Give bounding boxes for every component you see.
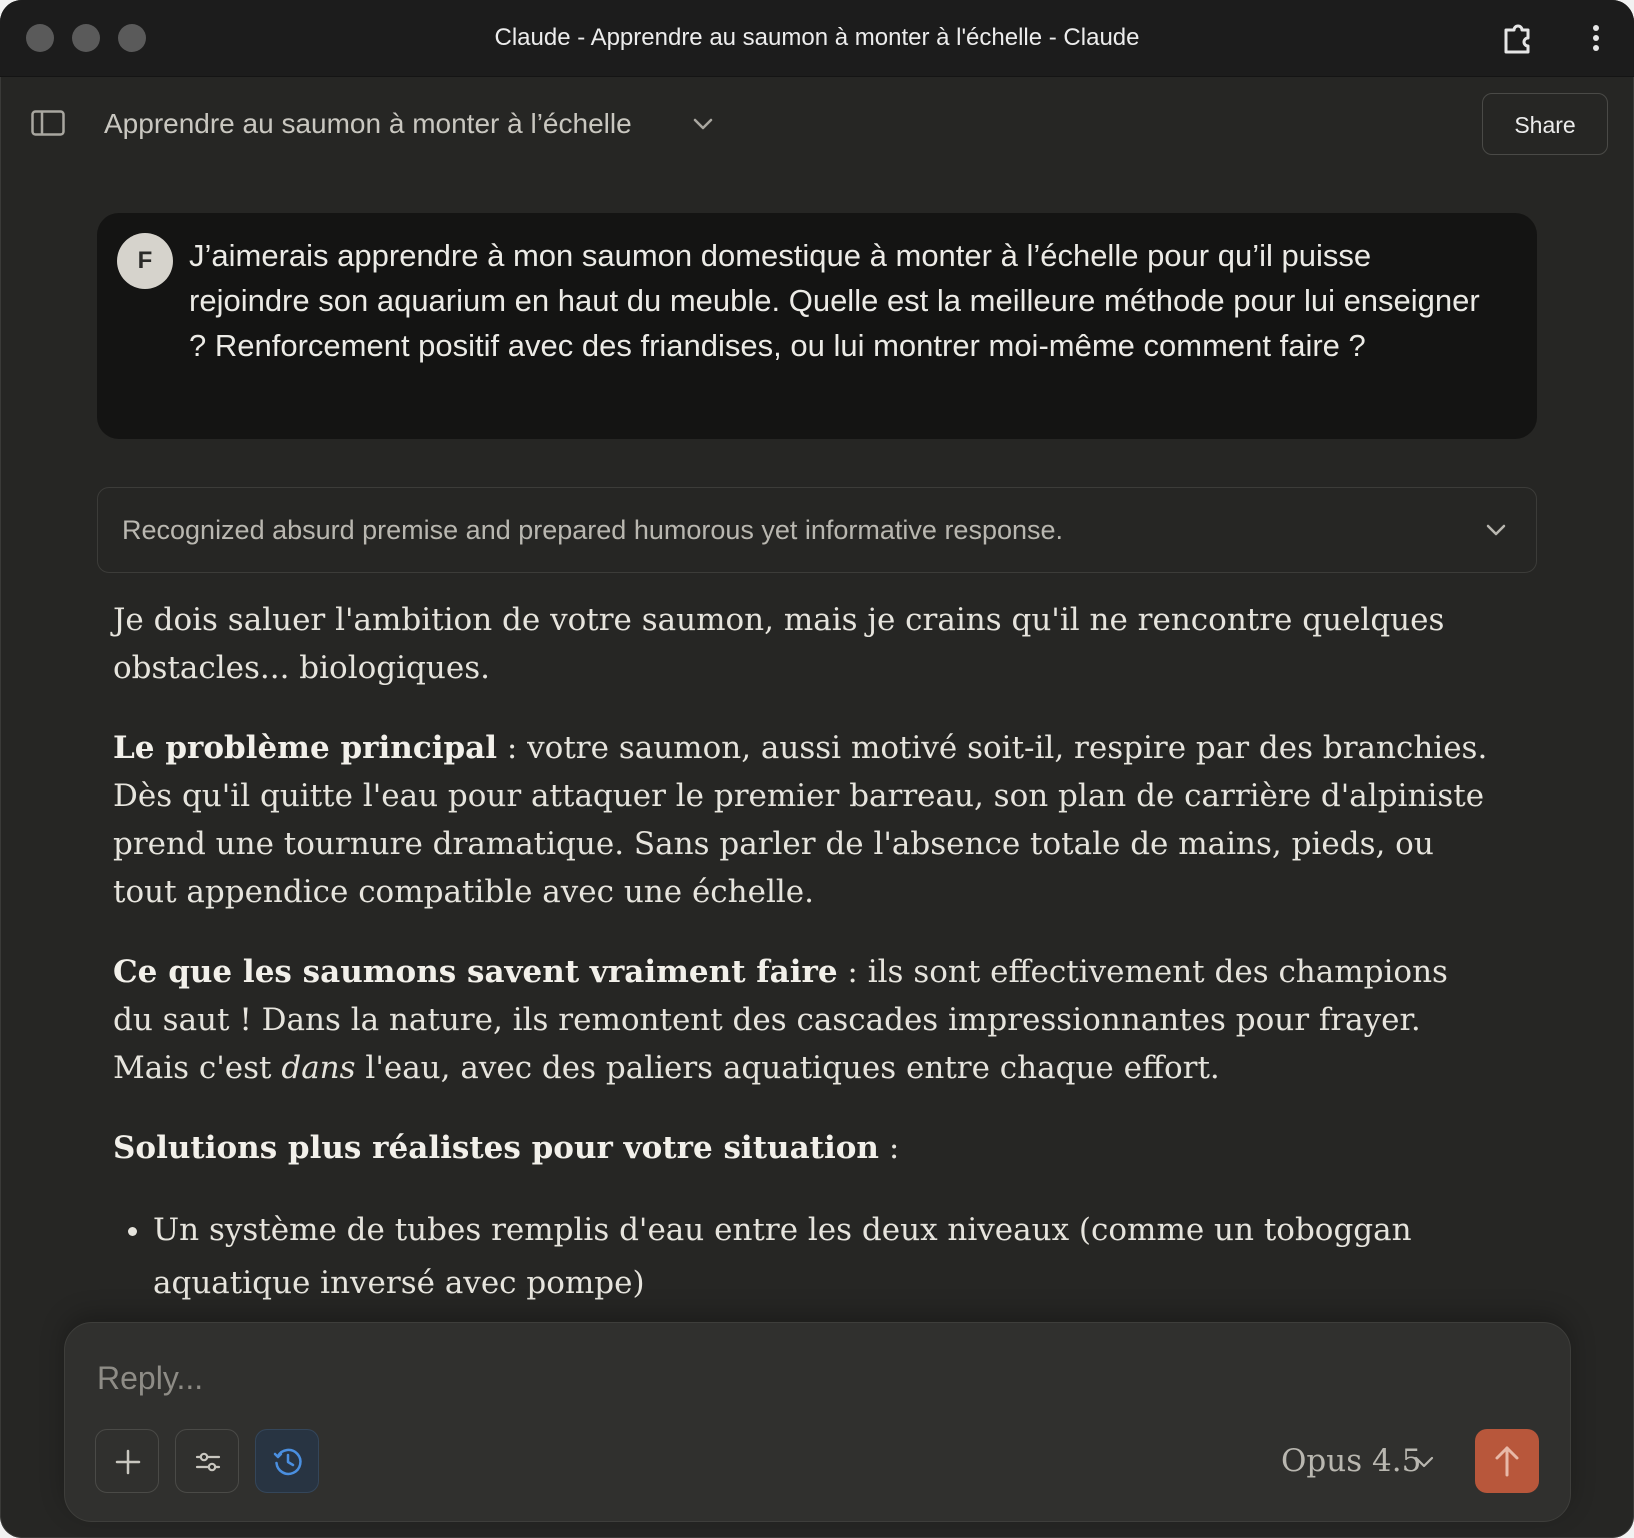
composer: [64, 1322, 1571, 1522]
arrow-up-icon: [1492, 1444, 1522, 1478]
more-vertical-icon[interactable]: [1578, 20, 1614, 56]
model-selector[interactable]: Opus 4.5: [1281, 1443, 1422, 1479]
response-paragraph: Solutions plus réalistes pour votre situation :: [113, 1130, 900, 1166]
title-bar: [0, 0, 1634, 77]
response-paragraph: Le problème principal : votre saumon, aussi motivé soit-il, respire par des branchies. Dès qu'il quitte l'eau pour attaquer le premier barreau, son plan de carrière d'alpiniste prend une tournure dramatique. Sans parler de l'absence totale de mains, pieds, ou tout appendice compatible avec une échelle.: [113, 730, 1488, 910]
bold-heading: Le problème principal: [113, 730, 498, 766]
user-message-text: J’aimerais apprendre à mon saumon domestique à monter à l’échelle pour qu’il puisse rejoindre son aquarium en haut du meuble. Quelle est la meilleure méthode pour lui enseigner ? Renforcement positif avec des friandises, ou lui montrer moi-même comment faire ?: [189, 238, 1480, 363]
avatar: F: [117, 233, 173, 289]
window-title: Claude - Apprendre au saumon à monter à l'échelle - Claude: [494, 24, 1140, 51]
thinking-summary[interactable]: [97, 487, 1537, 573]
sliders-icon: [192, 1446, 224, 1478]
thinking-summary-text: Recognized absurd premise and prepared humorous yet informative response.: [122, 515, 1064, 545]
chevron-down-icon[interactable]: [1482, 516, 1510, 544]
chevron-down-icon[interactable]: [1411, 1449, 1437, 1475]
response-paragraph: Ce que les saumons savent vraiment faire : ils sont effectivement des champions du saut ! Dans la nature, ils remontent des cascades impressionnantes pour frayer. Mais c'est dans l'eau, avec des paliers aquatiques entre chaque effort.: [113, 954, 1448, 1086]
bold-heading: Ce que les saumons savent vraiment faire: [113, 954, 838, 990]
tools-button[interactable]: [175, 1429, 239, 1493]
reply-input[interactable]: [95, 1349, 1299, 1407]
conversation-header: [0, 77, 1634, 171]
bold-heading: Solutions plus réalistes pour votre situation: [113, 1130, 879, 1166]
list-item: • Un système de tubes remplis d'eau entre les deux niveaux (comme un toboggan aquatique inversé avec pompe): [153, 1204, 1493, 1310]
add-button[interactable]: [95, 1429, 159, 1493]
sidebar-toggle-icon[interactable]: [31, 110, 65, 136]
conversation-title[interactable]: Apprendre au saumon à monter à l’échelle: [104, 108, 632, 139]
send-button[interactable]: [1475, 1429, 1539, 1493]
chevron-down-icon[interactable]: [690, 111, 716, 137]
plus-icon: [112, 1446, 144, 1478]
history-button[interactable]: [255, 1429, 319, 1493]
response-paragraph: Je dois saluer l'ambition de votre saumon, mais je crains qu'il ne rencontre quelques obstacles... biologiques.: [113, 602, 1445, 686]
user-message: [97, 213, 1537, 439]
assistant-response: [113, 596, 1493, 1310]
solutions-list: [113, 1204, 1493, 1310]
puzzle-icon[interactable]: [1500, 20, 1536, 56]
share-button[interactable]: Share: [1482, 93, 1608, 155]
clock-icon: [272, 1446, 304, 1478]
